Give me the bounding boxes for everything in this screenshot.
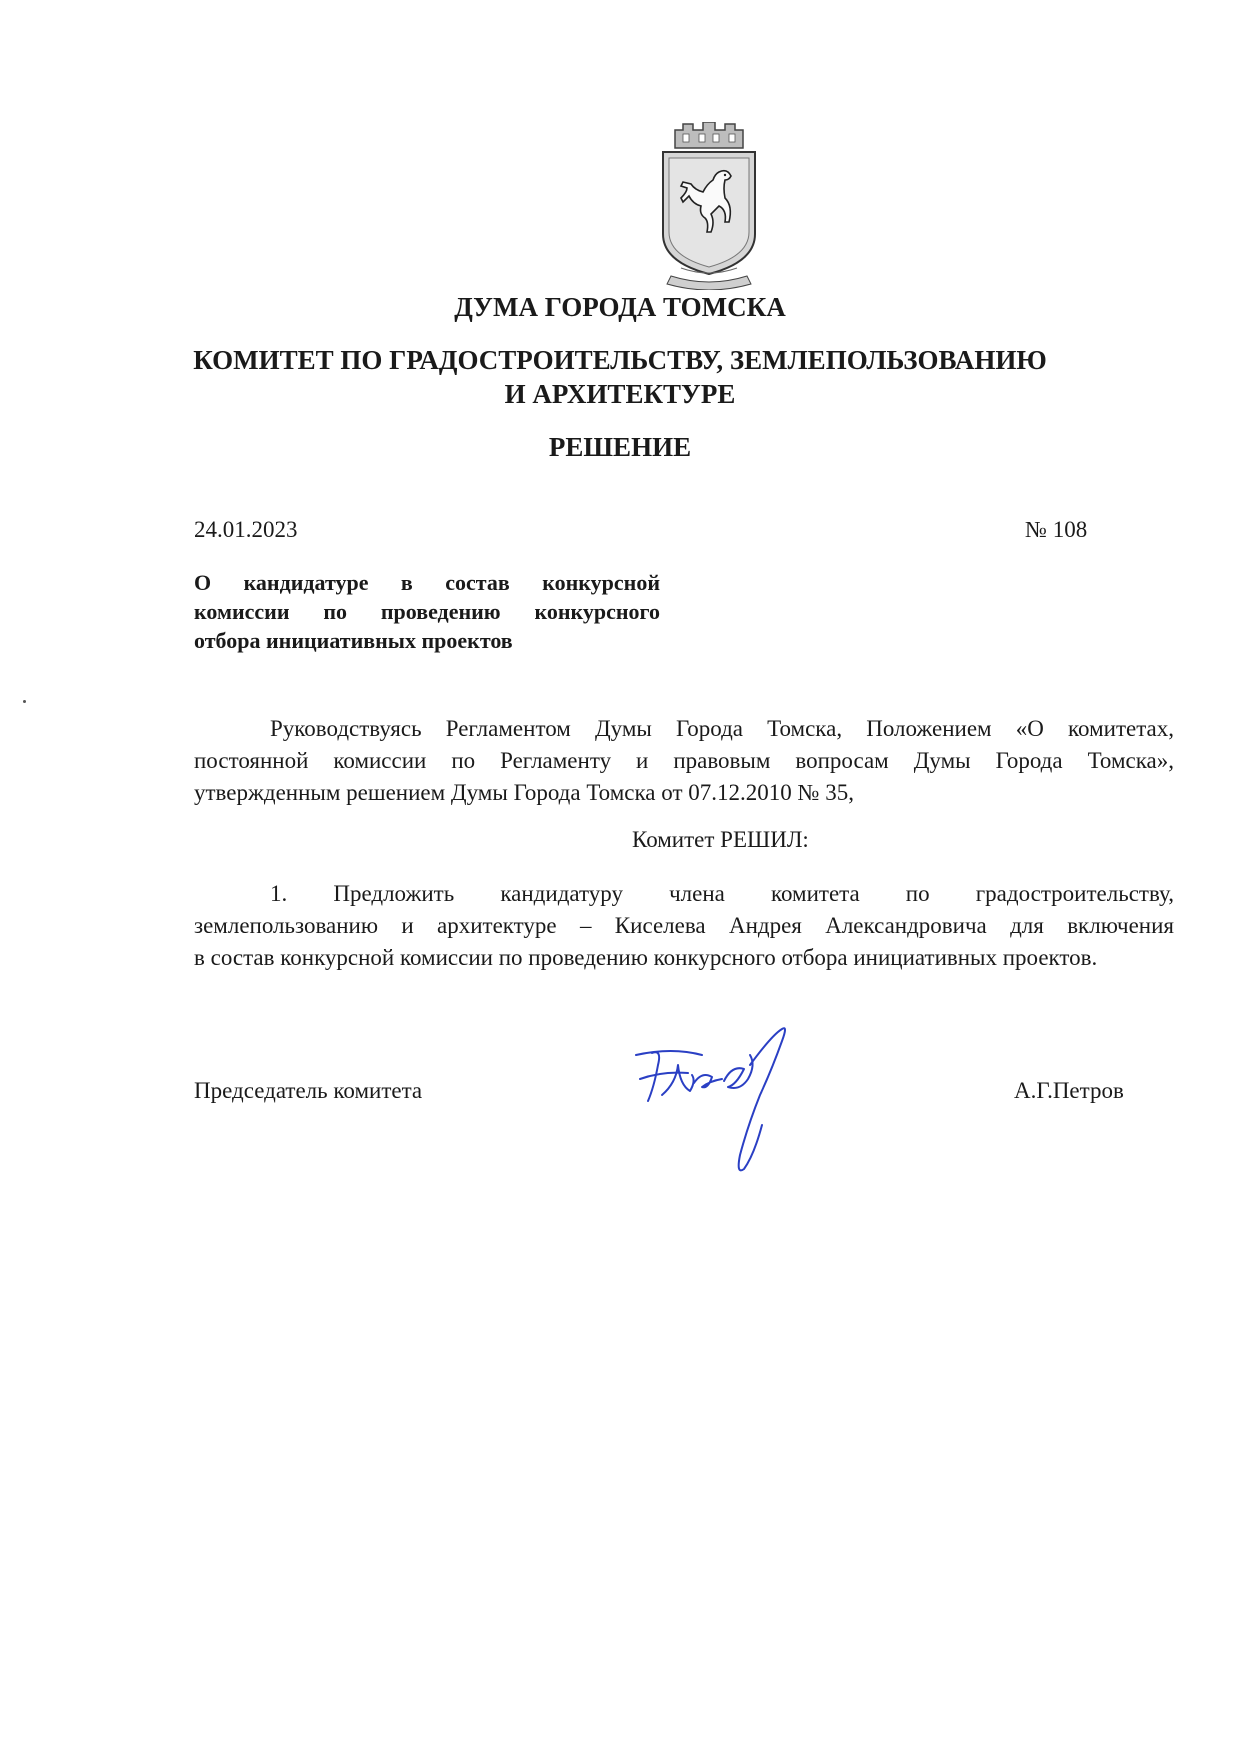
resolution-item-1 xyxy=(194,878,1174,974)
subject-line: отбора инициативных проектов xyxy=(194,628,513,653)
paragraph-line: в состав конкурсной комиссии по проведению конкурсного отбора инициативных проектов. xyxy=(194,945,1098,970)
document-number: № 108 xyxy=(1025,517,1088,542)
document-type: РЕШЕНИЕ xyxy=(548,432,692,462)
subject-line: комиссии по проведению конкурсного xyxy=(194,599,660,624)
handwritten-signature xyxy=(632,1025,852,1185)
committee-title-line-2: И АРХИТЕКТУРЕ xyxy=(504,379,736,409)
signatory-name: А.Г.Петров xyxy=(1014,1078,1124,1103)
document-date: 24.01.2023 xyxy=(194,517,298,542)
paragraph-line: Руководствуясь Регламентом Думы Города Томска, Положением «О комитетах, xyxy=(270,716,1174,741)
signatory-title: Председатель комитета xyxy=(194,1078,423,1103)
subject-line: О кандидатуре в состав конкурсной xyxy=(194,570,660,595)
paragraph-line: землепользованию и архитектуре – Киселева Андрея Александровича для включения xyxy=(194,913,1174,938)
preamble-paragraph xyxy=(194,713,1174,809)
council-title: ДУМА ГОРОДА ТОМСКА xyxy=(454,292,786,322)
subject-heading xyxy=(194,568,660,655)
committee-title xyxy=(0,343,1240,411)
scan-speck xyxy=(23,700,26,703)
tomsk-coat-of-arms-icon xyxy=(653,122,765,290)
paragraph-line: 1. Предложить кандидатуру члена комитета по градостроительству, xyxy=(270,881,1174,906)
resolution-heading: Комитет РЕШИЛ: xyxy=(632,827,809,852)
committee-title-line-1: КОМИТЕТ ПО ГРАДОСТРОИТЕЛЬСТВУ, ЗЕМЛЕПОЛЬЗОВАНИЮ xyxy=(193,345,1047,375)
paragraph-line: утвержденным решением Думы Города Томска от 07.12.2010 № 35, xyxy=(194,780,854,805)
paragraph-line: постоянной комиссии по Регламенту и правовым вопросам Думы Города Томска», xyxy=(194,748,1174,773)
